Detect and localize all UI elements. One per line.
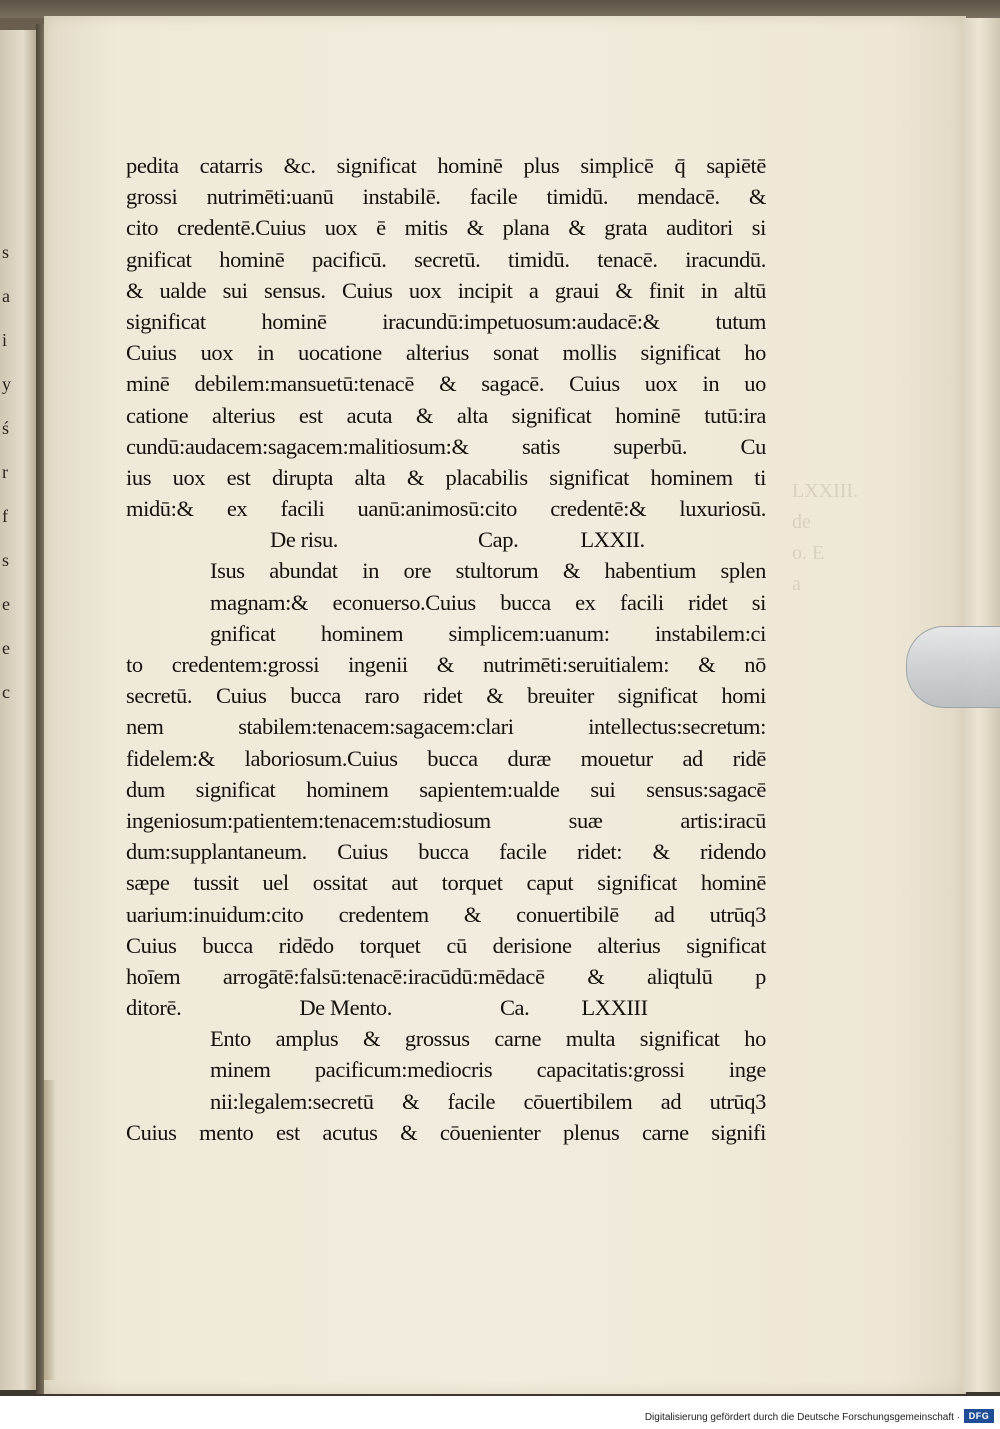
chapter-number: LXXII. bbox=[580, 527, 645, 553]
margin-glyph: i bbox=[2, 330, 8, 350]
text-line: nii:legalem:secretū & facile cōuertibilem ad utrūq3 bbox=[210, 1088, 766, 1114]
bleed-through-text bbox=[792, 476, 942, 600]
text-line: sæpe tussit uel ossitat aut torquet caput significat hominē bbox=[126, 870, 766, 896]
margin-glyph: a bbox=[2, 286, 10, 306]
text-line: cundū:audacem:sagacem:malitiosum:& satis superbū. Cu bbox=[126, 433, 766, 459]
printed-text-block bbox=[126, 150, 766, 1148]
text-line: hoīem arrogātē:falsū:tenacē:iracūdū:mēdacē & aliqtulū p bbox=[126, 963, 766, 989]
text-line: to credentem:grossi ingenii & nutrimēti:seruitialem: & nō bbox=[126, 652, 766, 677]
text-line: fidelem:& laboriosum.Cuius bucca duræ mouetur ad ridē bbox=[126, 745, 766, 771]
text-line: uarium:inuidum:cito credentem & conuertibilē ad utrūq3 bbox=[126, 901, 766, 927]
text-line: Cuius bucca ridēdo torquet cū derisione alterius significat bbox=[126, 932, 766, 958]
text-line: grossi nutrimēti:uanū instabilē. facile timidū. mendacē. & bbox=[126, 184, 766, 210]
text-line: ingeniosum:patientem:tenacem:studiosum suæ artis:iracū bbox=[126, 807, 766, 833]
chapter-title: De risu. bbox=[270, 527, 339, 553]
text-line: minem pacificum:mediocris capacitatis:grossi inge bbox=[210, 1057, 766, 1083]
text-line: secretū. Cuius bucca raro ridet & breuiter significat homi bbox=[126, 683, 766, 709]
bleed-line: o. E bbox=[792, 542, 825, 564]
paragraph-ending: ditorē. bbox=[126, 995, 182, 1021]
page-edge-wear bbox=[44, 1080, 56, 1380]
text-line: Cuius mento est acutus & cōuenienter plenus carne signifi bbox=[126, 1119, 766, 1145]
margin-glyph: y bbox=[2, 374, 11, 394]
text-line: dum:supplantaneum. Cuius bucca facile ridet: & ridendo bbox=[126, 839, 766, 865]
margin-glyph: s bbox=[2, 550, 10, 570]
bleed-line: a bbox=[792, 573, 801, 595]
margin-glyph: r bbox=[2, 462, 8, 482]
text-line: gnificat hominem simplicem:uanum: instabilem:ci bbox=[210, 620, 766, 646]
bleed-line: LXXIII. bbox=[792, 480, 859, 502]
margin-glyph: c bbox=[2, 682, 10, 702]
chapter-number: LXXIII bbox=[581, 995, 648, 1021]
text-line: Cuius uox in uocatione alterius sonat mollis significat ho bbox=[126, 340, 766, 366]
chapter-title: De Mento. bbox=[299, 995, 392, 1021]
chapter-label: Cap. bbox=[478, 527, 519, 553]
text-line: & ualde sui sensus. Cuius uox incipit a graui & finit in altū bbox=[126, 277, 766, 303]
digitization-credit: Digitalisierung gefördert durch die Deutsche Forschungsgemeinschaft · bbox=[644, 1412, 960, 1423]
text-line: dum significat hominem sapientem:ualde sui sensus:sagacē bbox=[126, 776, 766, 802]
margin-glyph: ś bbox=[2, 418, 10, 438]
chapter-label: Ca. bbox=[499, 995, 530, 1021]
text-line: cito credentē.Cuius uox ē mitis & plana & grata auditori si bbox=[126, 215, 766, 241]
margin-glyph: e bbox=[2, 638, 10, 658]
text-line: midū:& ex facili uanū:animosū:cito credentē:& luxuriosū. bbox=[126, 496, 766, 522]
bleed-line: de bbox=[792, 511, 811, 533]
text-part-5 bbox=[126, 1117, 766, 1148]
margin-glyph: e bbox=[2, 594, 10, 614]
text-part-3 bbox=[126, 649, 766, 992]
text-line: significat hominē iracundū:impetuosum:audacē:& tutum bbox=[126, 308, 766, 334]
text-line: gnificat hominē pacificū. secretū. timidū. tenacē. iracundū. bbox=[126, 246, 766, 272]
chapter-heading-de-risu bbox=[126, 524, 766, 555]
margin-glyph: f bbox=[2, 506, 8, 526]
page-clip bbox=[906, 626, 1000, 708]
text-line: pedita catarris &c. significat hominē plus simplicē q̄ sapiētē bbox=[126, 153, 766, 178]
dfg-logo: DFG bbox=[964, 1409, 994, 1423]
text-line: magnam:& econuerso.Cuius bucca ex facili ridet si bbox=[210, 589, 766, 615]
margin-glyph: s bbox=[2, 242, 10, 262]
left-page-margin-text bbox=[2, 230, 22, 730]
text-part-4 bbox=[126, 1023, 766, 1117]
text-line: Ento amplus & grossus carne multa significat ho bbox=[210, 1026, 766, 1052]
text-part-2 bbox=[126, 555, 766, 649]
text-part-1 bbox=[126, 150, 766, 524]
chapter-heading-de-mento bbox=[126, 992, 766, 1023]
text-line: minē debilem:mansuetū:tenacē & sagacē. Cuius uox in uo bbox=[126, 371, 766, 397]
text-line: catione alterius est acuta & alta significat hominē tutū:ira bbox=[126, 402, 766, 428]
text-line: ius uox est dirupta alta & placabilis significat hominem ti bbox=[126, 464, 766, 490]
text-line: nem stabilem:tenacem:sagacem:clari intellectus:secretum: bbox=[126, 714, 766, 740]
text-line: Isus abundat in ore stultorum & habentium splen bbox=[210, 558, 766, 584]
